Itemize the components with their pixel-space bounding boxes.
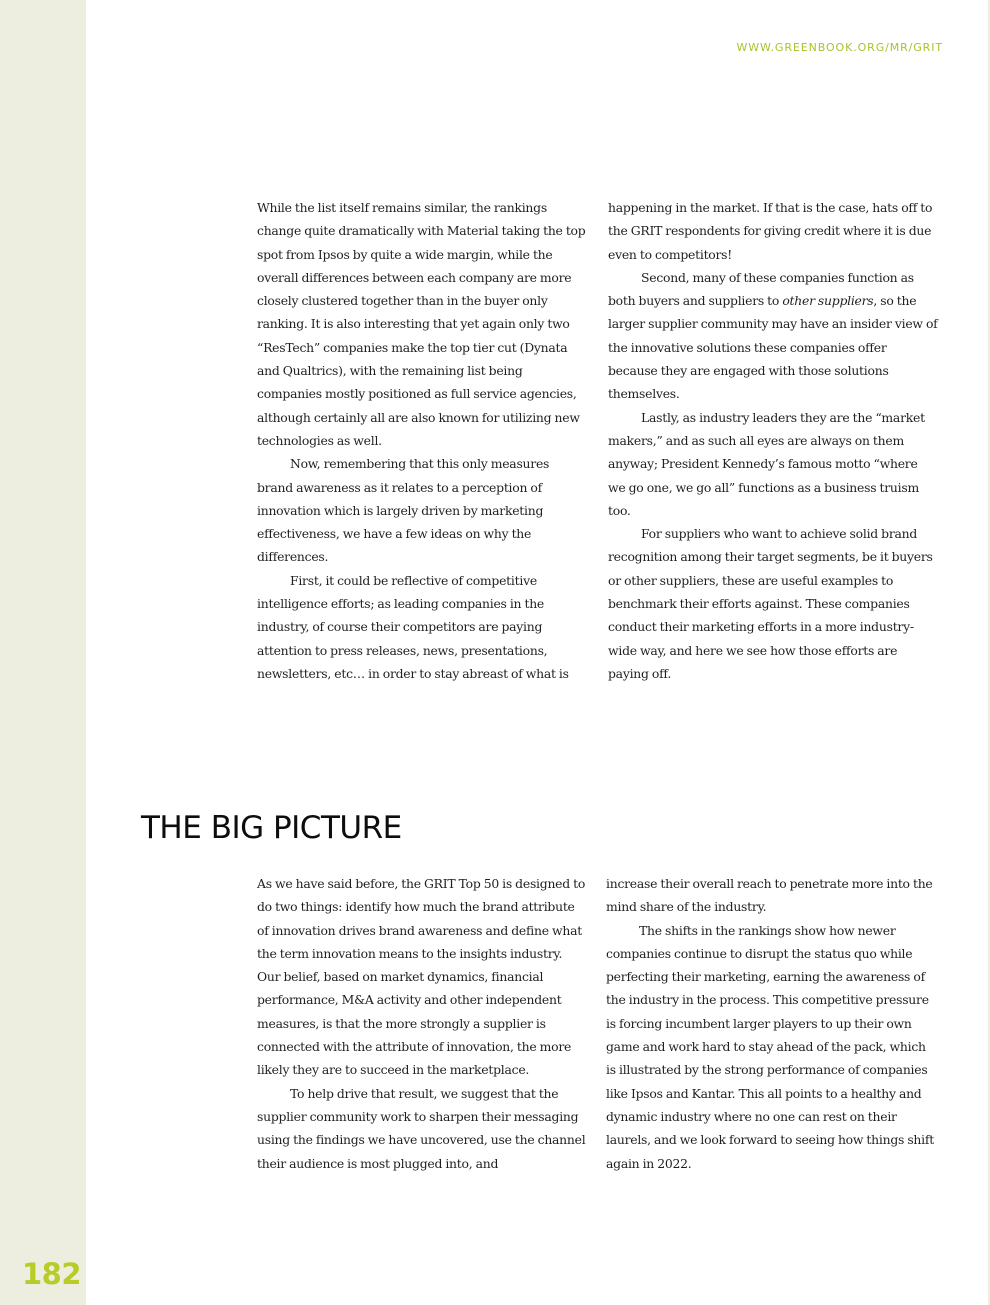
body-paragraph: The shifts in the rankings show how newer companies continue to disrupt the status quo while perfecting their marketing, earning the awareness of the industry in the process. This competitive pressure is forcing incumbent larger players to up their own game and work hard to stay ahead of the pack, which is illustrated by the strong performance of companies like Ipsos and Kantar. This all points to a healthy and dynamic industry where no one can rest on their laurels, and we look forward to seeing how things shift again in 2022. [606, 922, 934, 1171]
body-paragraph: As we have said before, the GRIT Top 50 is designed to do two things: identify how much the brand attribute of innovation drives brand awareness and define what the term innovation means to the insights industry. Our belief, based on market dynamics, financial performance, M&A activity and other independent measures, is that the more strongly a supplier is connected with the attribute of innovation, the more likely they are to succeed in the marketplace. [257, 876, 586, 1078]
body-paragraph: increase their overall reach to penetrate more into the mind share of the industry. [606, 876, 933, 915]
body-paragraph: While the list itself remains similar, the rankings change quite dramatically with Material taking the top spot from Ipsos by quite a wide margin, while the overall differences between each company are more closely clustered together than in the buyer only ranking. It is also interesting that yet again only two “ResTech” companies make the top tier cut (Dynata and Qualtrics), with the remaining list being companies mostly positioned as full service agencies, although certainly all are also known for utilizing new technologies as well. [257, 200, 586, 448]
body-paragraph: Lastly, as industry leaders they are the “market makers,” and as such all eyes are always on them anyway; President Kennedy’s famous motto “where we go one, we go all” functions as a business truism too. [608, 409, 925, 518]
emphasis-text: other suppliers [782, 293, 874, 309]
section1-column-right [608, 196, 938, 685]
header-url: WWW.GREENBOOK.ORG/MR/GRIT [736, 41, 943, 54]
body-paragraph: First, it could be reflective of competitive intelligence efforts; as leading companies in the industry, of course their competitors are paying attention to press releases, news, presentations, newsletters, etc… in order to stay abreast of what is [257, 572, 569, 681]
paragraph-text: , so the larger supplier community may have an insider view of the innovative solutions these companies offer because they are engaged with those solutions themselves. [608, 293, 938, 402]
body-paragraph [608, 266, 938, 406]
body-paragraph: To help drive that result, we suggest that the supplier community work to sharpen their messaging using the findings we have uncovered, use the channel their audience is most plugged into, and [257, 1085, 586, 1171]
page-number: 182 [22, 1257, 82, 1291]
section2-column-left [257, 872, 587, 1175]
section1-column-left [257, 196, 587, 685]
body-paragraph: Now, remembering that this only measures brand awareness as it relates to a perception of innovation which is largely driven by marketing effectiveness, we have a few ideas on why the differences. [257, 456, 550, 565]
body-paragraph: For suppliers who want to achieve solid brand recognition among their target segments, be it buyers or other suppliers, these are useful examples to benchmark their efforts against. These companies conduct their marketing efforts in a more industry-wide way, and here we see how those efforts are paying off. [608, 526, 933, 681]
body-paragraph: happening in the market. If that is the case, hats off to the GRIT respondents for giving credit where it is due even to competitors! [608, 200, 933, 262]
section2-column-right [606, 872, 936, 1175]
left-sidebar-band [0, 0, 86, 1305]
section-heading: THE BIG PICTURE [141, 810, 402, 846]
paragraph-text: Second, many of these companies function as both buyers and suppliers to [608, 269, 914, 309]
